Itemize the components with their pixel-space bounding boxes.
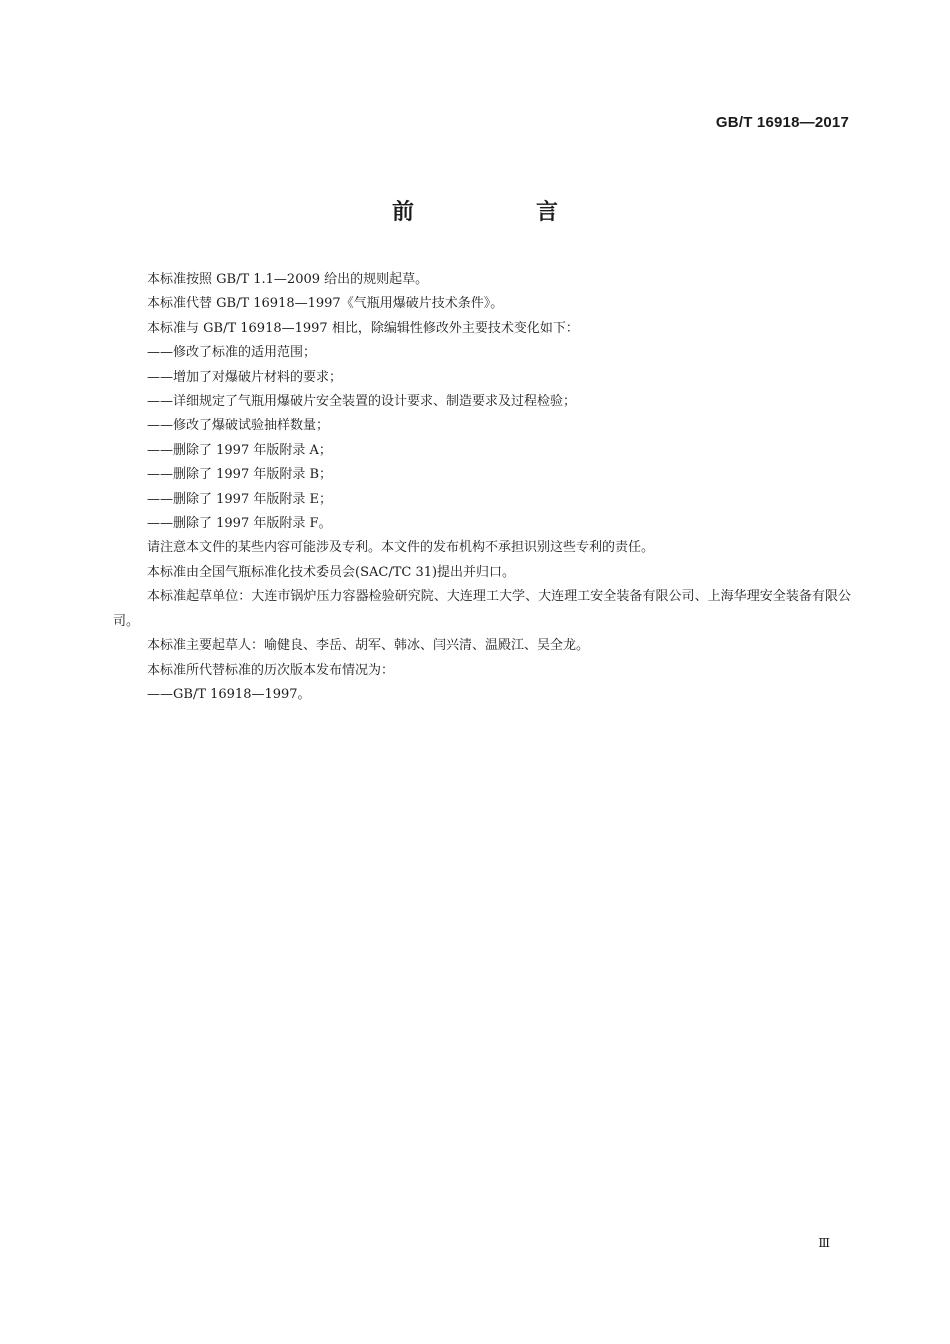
document-code: GB/T 16918—2017 bbox=[715, 114, 849, 131]
paragraph: 本标准由全国气瓶标准化技术委员会(SAC/TC 31)提出并归口。 bbox=[147, 564, 516, 580]
list-item: ——增加了对爆破片材料的要求； bbox=[147, 369, 343, 385]
paragraph: 本标准所代替标准的历次版本发布情况为： bbox=[147, 662, 395, 678]
section-title: 前 言 bbox=[391, 200, 608, 225]
list-item: ——删除了 1997 年版附录 B； bbox=[147, 467, 333, 483]
list-item: ——删除了 1997 年版附录 F。 bbox=[147, 516, 332, 532]
page-number: Ⅲ bbox=[818, 1236, 830, 1250]
list-item: ——修改了标准的适用范围； bbox=[147, 345, 317, 361]
paragraph: 请注意本文件的某些内容可能涉及专利。本文件的发布机构不承担识别这些专利的责任。 bbox=[147, 540, 655, 556]
paragraph: 本标准代替 GB/T 16918—1997《气瓶用爆破片技术条件》。 bbox=[147, 296, 504, 312]
paragraph: 本标准起草单位：大连市锅炉压力容器检验研究院、大连理工大学、大连理工安全装备有限公司、上海华理安全装备有限公司。 bbox=[113, 589, 851, 629]
paragraph: 本标准主要起草人：喻健良、李岳、胡军、韩冰、闫兴清、温殿江、吴全龙。 bbox=[147, 638, 590, 654]
list-item: ——GB/T 16918—1997。 bbox=[147, 686, 311, 702]
list-item: ——修改了爆破试验抽样数量； bbox=[147, 418, 330, 434]
paragraph: 本标准按照 GB/T 1.1—2009 给出的规则起草。 bbox=[147, 272, 429, 287]
list-item: ——详细规定了气瓶用爆破片安全装置的设计要求、制造要求及过程检验； bbox=[147, 394, 577, 410]
paragraph: 本标准与 GB/T 16918—1997 相比，除编辑性修改外主要技术变化如下： bbox=[147, 320, 579, 336]
list-item: ——删除了 1997 年版附录 A； bbox=[147, 442, 332, 458]
foreword-body bbox=[113, 268, 851, 707]
list-item: ——删除了 1997 年版附录 E； bbox=[147, 491, 332, 507]
